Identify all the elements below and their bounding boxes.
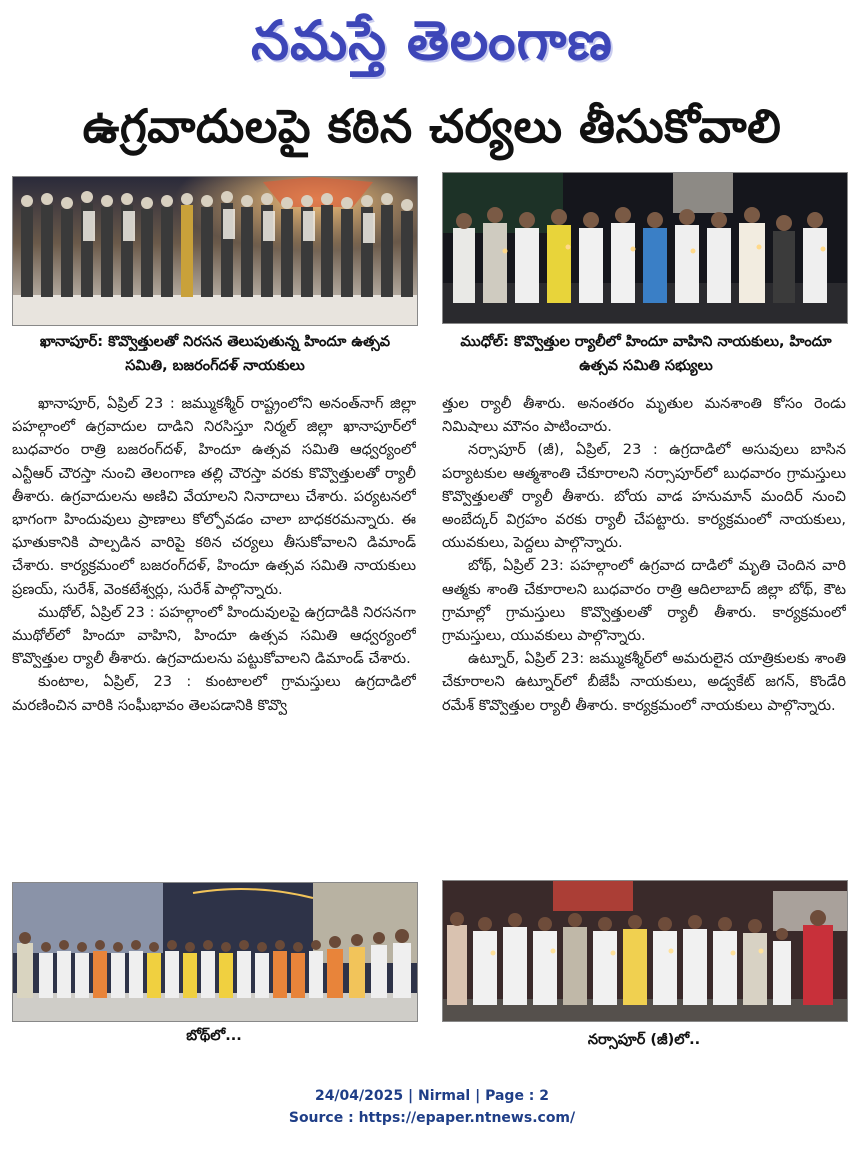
paragraph-narsapur: నర్సాపూర్ (జీ), ఏప్రిల్, 23 : ఉగ్రదాడిలో అసువులు బాసిన పర్యాటకుల ఆత్మశాంతి చేకూరాలని నర్సాపూర్‌లో బుధవారం గ్రామస్తులు కొవ్వొత్తులతో ర్యాలీ తీశారు. బోయ వాడ హనుమాన్ మందిర్ నుంచి అంబేద్కర్ విగ్రహం వరకు ర్యాలీ చేపట్టారు. కార్యక్రమంలో నాయకులు, యువకులు, పెద్దలు పాల్గొన్నారు. bbox=[442, 441, 846, 552]
article-column-left bbox=[12, 392, 416, 866]
photo-caption-mudhol: ముధోల్: కొవ్వొత్తుల ర్యాలీలో హిందూ వాహిని నాయకులు, హిందూ ఉత్సవ సమితి సభ్యులు bbox=[460, 334, 832, 374]
photo-both-rally bbox=[12, 882, 418, 1022]
article-headline: ఉగ్రవాదులపై కఠిన చర్యలు తీసుకోవాలి bbox=[82, 99, 782, 153]
photo-khanapur-rally bbox=[12, 176, 418, 326]
photo-caption-narsapur: నర్సాపూర్ (జీ)లో.. bbox=[587, 1032, 701, 1048]
narsapur-rally-photo-image bbox=[443, 881, 847, 1021]
article-column-right bbox=[442, 392, 846, 866]
photo-mudhol-candle-rally bbox=[442, 172, 848, 324]
newspaper-masthead: నమస్తే తెలంగాణ bbox=[251, 8, 613, 72]
candle-rally-photo-image bbox=[443, 173, 847, 323]
paragraph-utnoor: ఉట్నూర్, ఏప్రిల్ 23: జమ్ముకశ్మీర్‌లో అమరులైన యాత్రికులకు శాంతి చేకూరాలని ఉట్నూర్‌లో బీజేపీ నాయకులు, అడ్వకేట్ జగన్, కొండేరి రమేశ్ కొవ్వొత్తుల ర్యాలీ తీశారు. కార్యక్రమంలో నాయకులు పాల్గొన్నారు. bbox=[442, 650, 846, 714]
paragraph-mudhol: ముథోల్, ఏప్రిల్ 23 : పహల్గాంలో హిందువులపై ఉగ్రదాడికి నిరసనగా ముథోల్‌లో హిందూ వాహిని, హిందూ ఉత్సవ సమితి ఆధ్వర్యంలో కొవ్వొత్తుల ర్యాలీ తీశారు. ఉగ్రవాదులను పట్టుకోవాలని డిమాండ్ చేశారు. bbox=[12, 603, 416, 668]
photo-narsapur-rally bbox=[442, 880, 848, 1022]
paragraph-khanapur: ఖానాపూర్, ఏప్రిల్ 23 : జమ్ముకశ్మీర్ రాష్ట్రంలోని అనంత్‌నాగ్ జిల్లా పహల్గాంలో ఉగ్రవాదుల దాడిని నిరసిస్తూ నిర్మల్ జిల్లా ఖానాపూర్‌లో బుధవారం రాత్రి బజరంగ్‌దళ్, హిందూ ఉత్సవ సమితి ఆధ్వర్యంలో ఎన్టీఆర్ చౌరస్తా నుంచి తెలంగాణ తల్లి చౌరస్తా వరకు కొవ్వొత్తులతో ర్యాలీ తీశారు. ఉగ్రవాదులను అణిచి వేయాలని నినాదాలు చేశారు. పర్యటనలో భాగంగా హిందువులు ప్రాణాలు కోల్పోవడం చాలా బాధకరమన్నారు. ఈ ఘాతుకానికి పాల్పడిన వారిపై కఠిన చర్యలు తీసుకోవాలని డిమాండ్ చేశారు. కార్యక్రమంలో బజరంగ్‌దళ్, హిందూ ఉత్సవ సమితి నాయకులు ప్రణయ్, సురేశ్, వెంకటేశ్వర్లు, సురేశ్ పాల్గొన్నారు. bbox=[12, 395, 416, 598]
photo-caption-both: బోథ్‌లో... bbox=[186, 1028, 242, 1044]
rally-photo-image bbox=[13, 177, 417, 325]
photo-caption-khanapur: ఖానాపూర్: కొవ్వొత్తులతో నిరసన తెలుపుతున్న హిందూ ఉత్సవ సమితి, బజరంగ్‌దళ్ నాయకులు bbox=[39, 334, 391, 374]
paragraph-both: బోథ్, ఏప్రిల్ 23: పహల్గాంలో ఉగ్రవాద దాడిలో మృతి చెందిన వారి ఆత్మకు శాంతి చేకూరాలని బుధవారం రాత్రి ఆదిలాబాద్ జిల్లా బోథ్, కౌట గ్రామాల్లో గ్రామస్తులు కొవ్వొత్తులతో ర్యాలీ తీశారు. కార్యక్రమంలో గ్రామస్తులు, యువకులు పాల్గొన్నారు. bbox=[442, 557, 846, 645]
footer-source-link[interactable]: Source : https://epaper.ntnews.com/ bbox=[288, 1110, 576, 1126]
footer-edition-info: 24/04/2025 | Nirmal | Page : 2 bbox=[314, 1088, 550, 1104]
both-rally-photo-image bbox=[13, 883, 417, 1021]
paragraph-kuntala-continued: త్తుల ర్యాలీ తీశారు. అనంతరం మృతుల మనశాంతి కోసం రెండు నిమిషాలు మౌనం పాటించారు. bbox=[442, 395, 846, 436]
paragraph-kuntala: కుంటాల, ఏప్రిల్, 23 : కుంటాలలో గ్రామస్తులు ఉగ్రదాడిలో మరణించిన వారికి సంఘీభావం తెలపడానికి కొవ్వొ bbox=[12, 673, 416, 714]
